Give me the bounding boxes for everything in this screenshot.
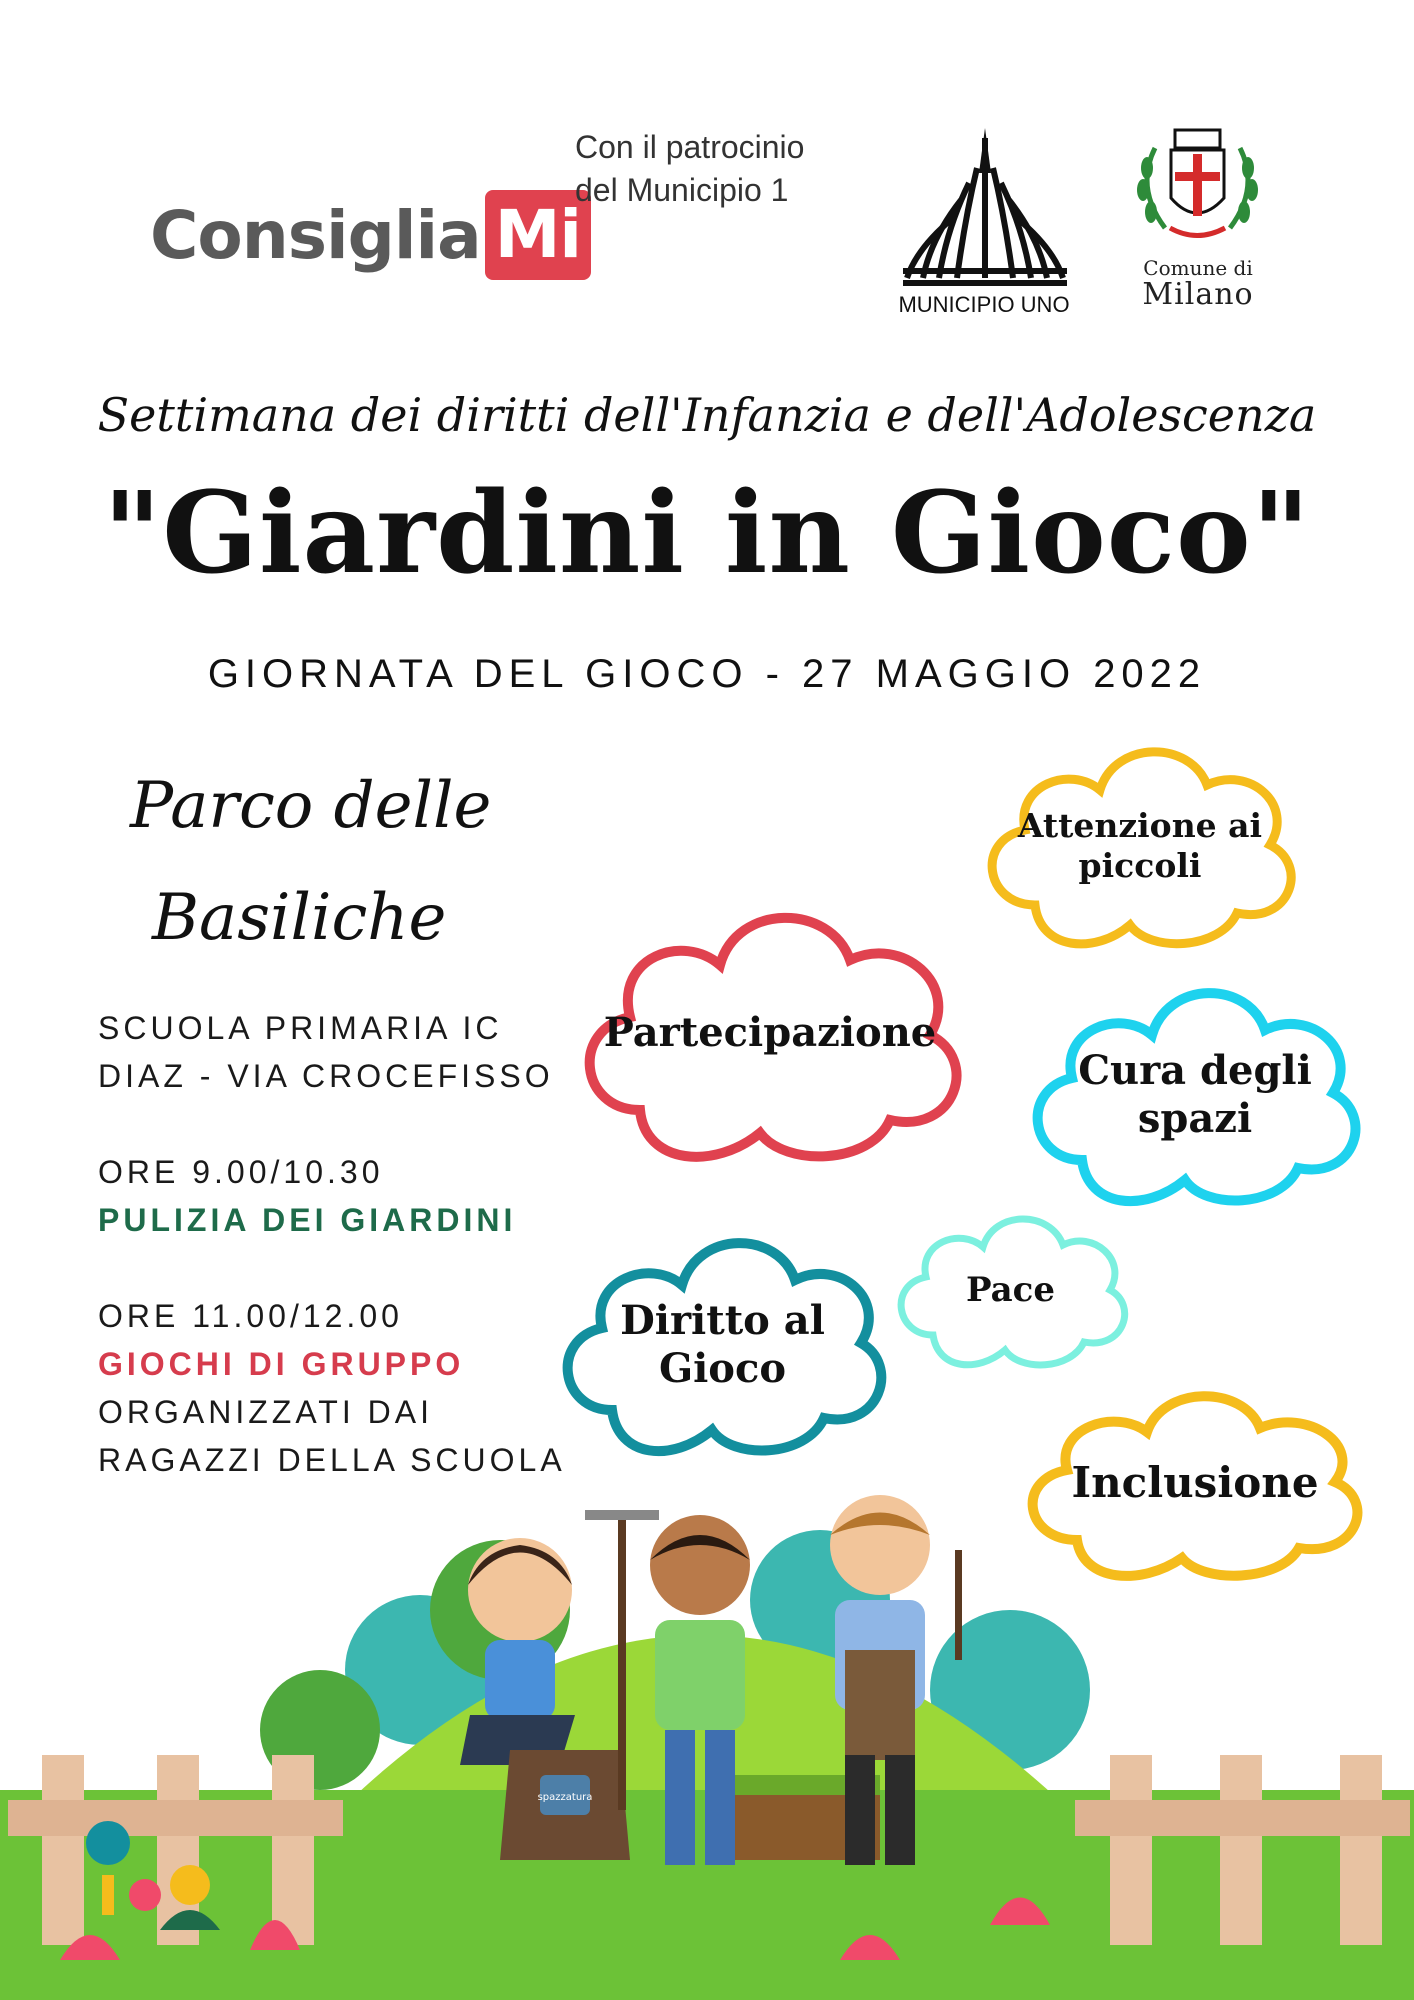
slot-2-note-line-1: ORGANIZZATI DAI [98, 1394, 433, 1430]
comune-label: Comune di [1143, 256, 1253, 280]
slot-2-activity: GIOCHI DI GRUPPO [98, 1346, 465, 1382]
slot-2-time: ORE 11.00/12.00 [98, 1298, 403, 1334]
school-line-2: DIAZ - VIA CROCEFISSO [98, 1058, 554, 1094]
slot-1-activity: PULIZIA DEI GIARDINI [98, 1202, 517, 1238]
cloud-diritto-line-1: Diritto al [620, 1297, 825, 1344]
event-date: GIORNATA DEL GIOCO - 27 MAGGIO 2022 [207, 652, 1207, 696]
patronage-line-1: Con il patrocinio [575, 129, 805, 165]
cloud-diritto-line-2: Gioco [658, 1345, 787, 1392]
school-info [98, 1004, 554, 1100]
patronage-text [575, 126, 804, 212]
event-title: "Giardini in Gioco" [102, 468, 1312, 599]
cloud-attenzione [975, 735, 1305, 957]
consigliami-logo [150, 190, 591, 280]
fence-right-icon [1075, 1755, 1410, 1945]
cloud-inclusione-text: Inclusione [1071, 1458, 1319, 1507]
cloud-attenzione-line-1: Attenzione ai [1017, 806, 1263, 845]
comune-city: Milano [1142, 277, 1254, 312]
slot-1-time: ORE 9.00/10.30 [98, 1154, 384, 1190]
event-subtitle: Settimana dei diritti dell'Infanzia e dell'Adolescenza [97, 388, 1317, 442]
slot-1 [98, 1148, 516, 1244]
bag-label: spazzatura [537, 1792, 593, 1803]
cloud-cura-line-2: spazi [1137, 1095, 1253, 1142]
garden-illustration [0, 1490, 1414, 2000]
place-name [130, 750, 491, 974]
municipio-uno-logo-icon [895, 128, 1075, 288]
comune-milano-label [1133, 258, 1263, 312]
cloud-attenzione-line-2: piccoli [1078, 846, 1202, 885]
cloud-pace [888, 1205, 1133, 1375]
place-line-1: Parco delle [130, 769, 492, 843]
cloud-pace-text: Pace [965, 1270, 1056, 1310]
cloud-cura-line-1: Cura degli [1078, 1047, 1312, 1094]
cloud-diritto [550, 1225, 895, 1465]
patronage-line-2: del Municipio 1 [575, 172, 789, 208]
cloud-partecipazione-text: Partecipazione [603, 1009, 937, 1056]
municipio-label: MUNICIPIO UNO [898, 292, 1070, 317]
slot-2-note-line-2: RAGAZZI DELLA SCUOLA [98, 1442, 566, 1478]
cloud-partecipazione [565, 895, 975, 1170]
place-line-2: Basiliche [152, 881, 447, 955]
logo-text-consiglia: Consiglia [150, 196, 481, 274]
cloud-cura [1020, 975, 1370, 1215]
comune-milano-crest-icon [1135, 128, 1260, 248]
school-line-1: SCUOLA PRIMARIA IC [98, 1010, 503, 1046]
slot-2 [98, 1292, 566, 1484]
logo-text-mi: Mi [485, 190, 591, 280]
